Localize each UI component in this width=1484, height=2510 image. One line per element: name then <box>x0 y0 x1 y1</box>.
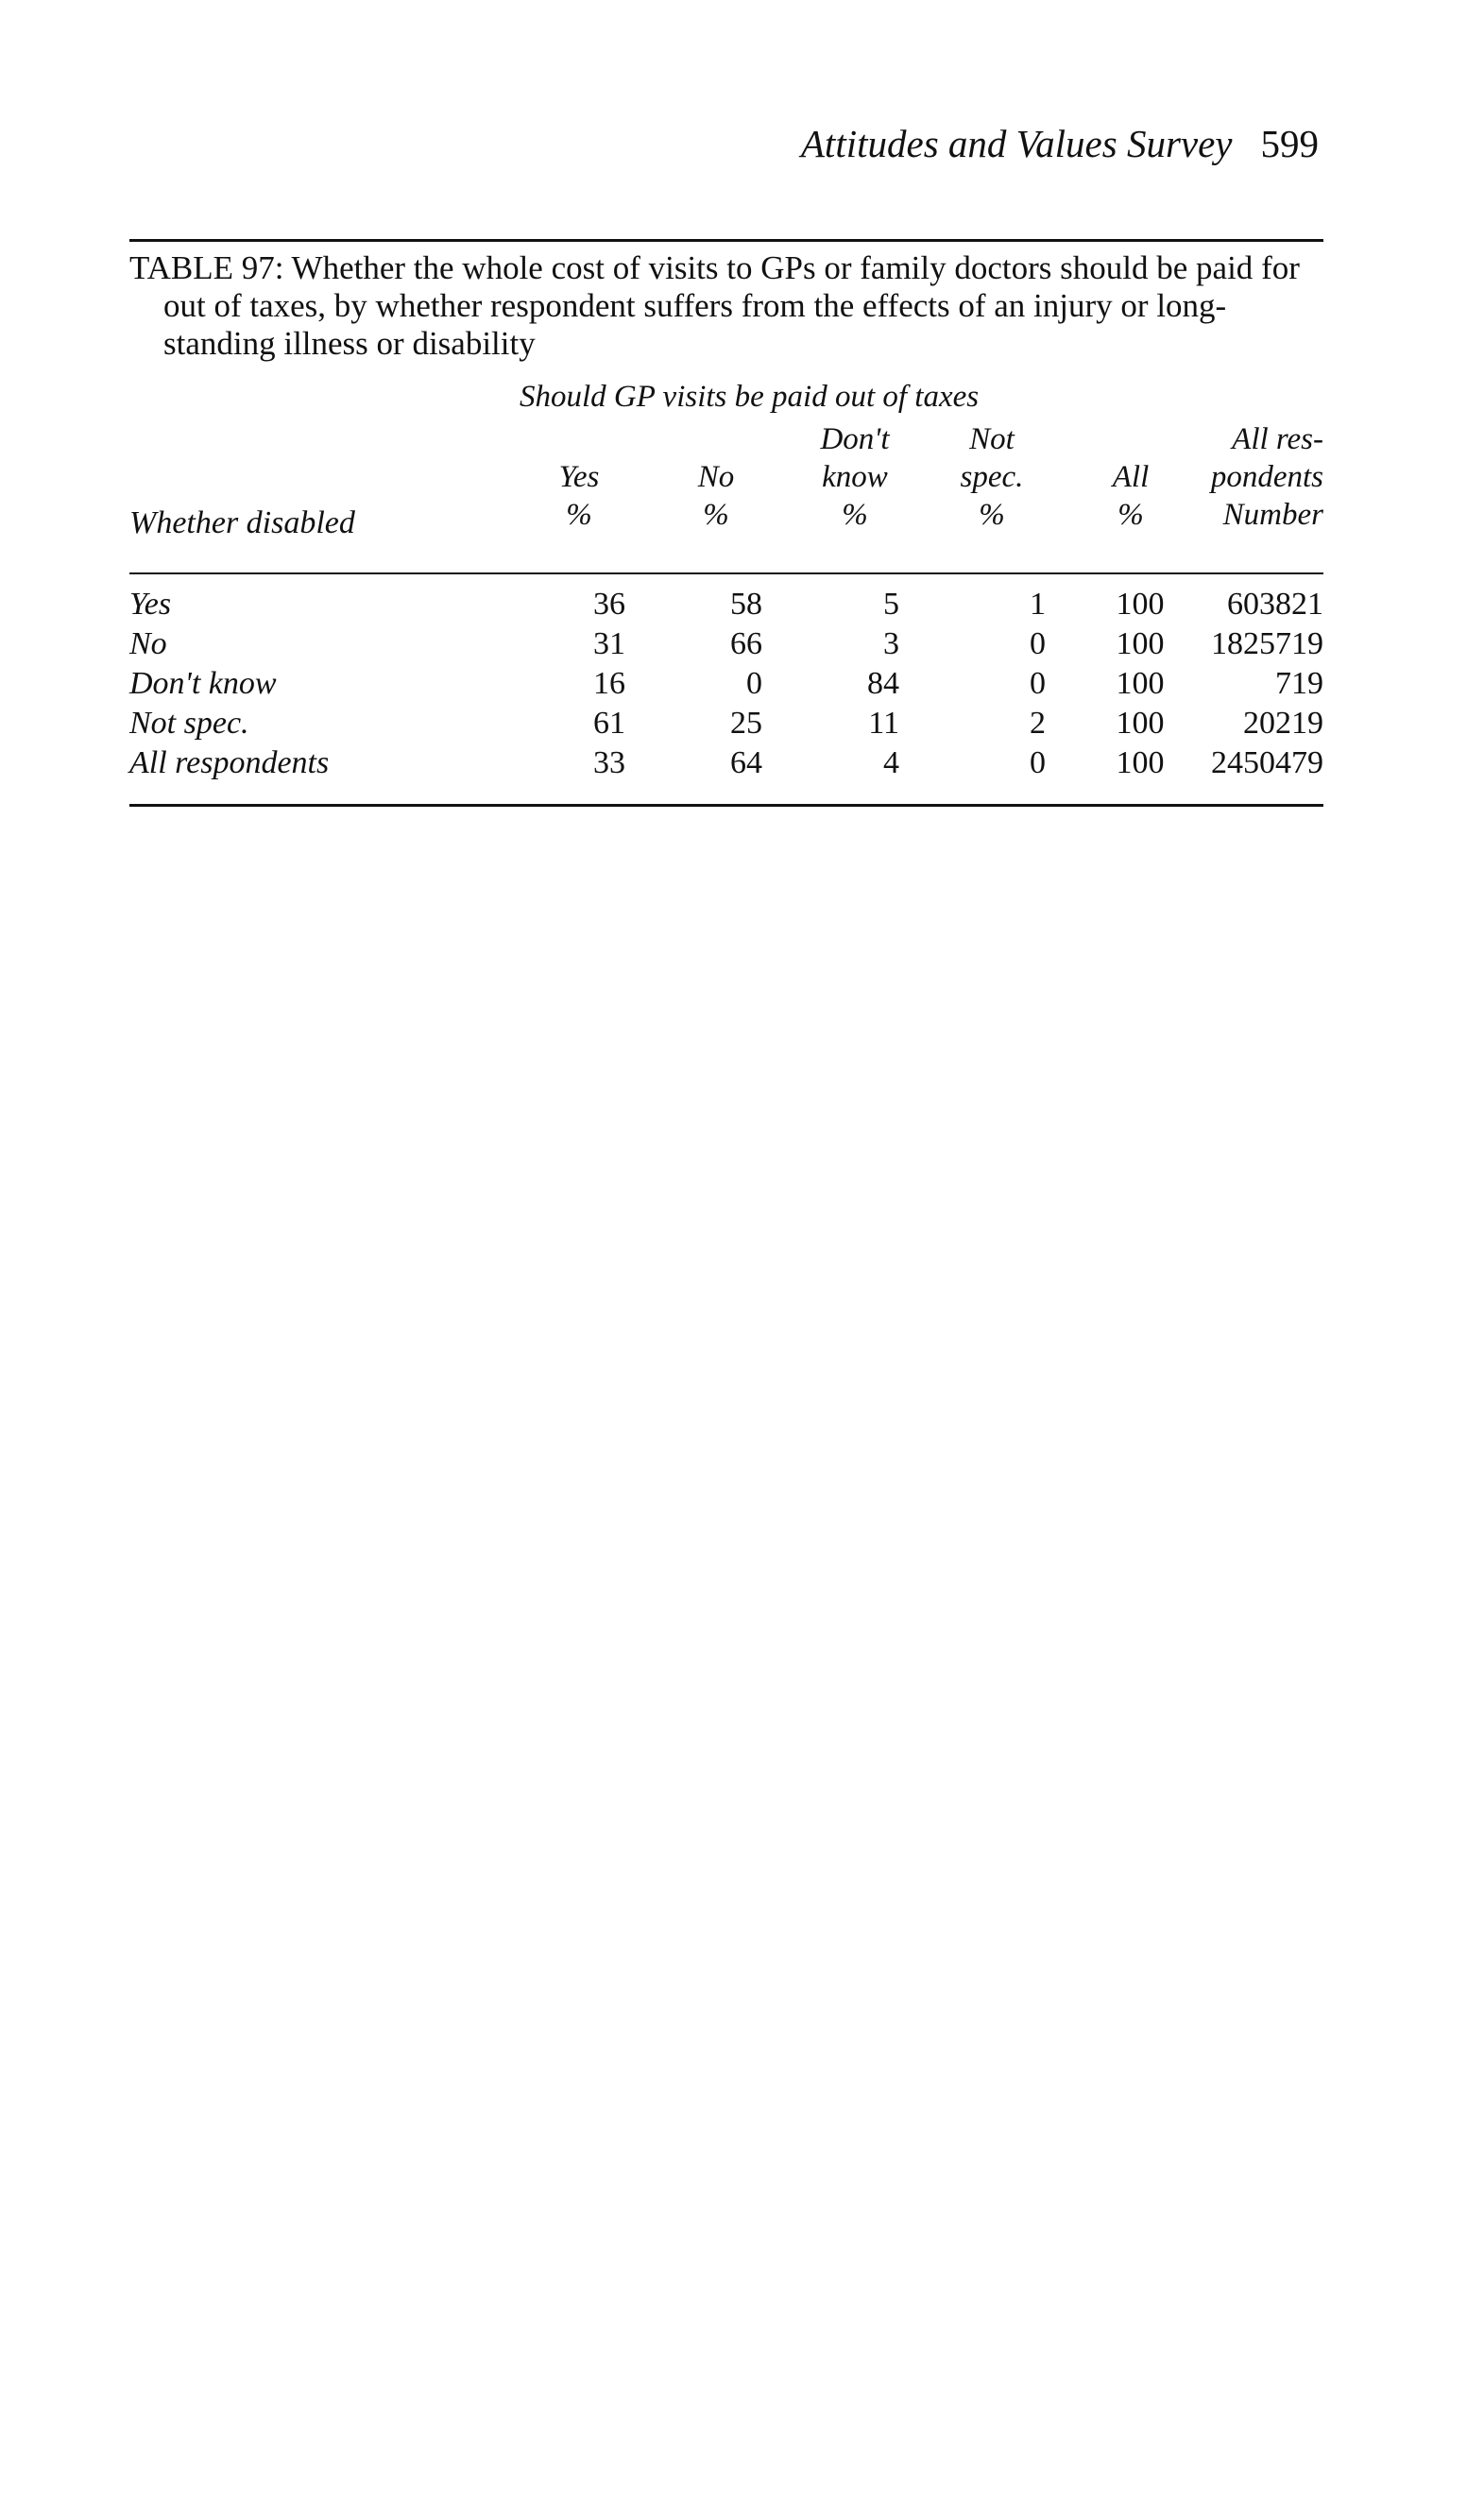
cell-all: 100 <box>1116 745 1165 780</box>
cell-not-spec: 2 <box>1030 706 1046 741</box>
column-header-line: pondents <box>1210 460 1323 494</box>
cell-no: 58 <box>730 587 762 622</box>
page-number: 599 <box>1260 122 1319 165</box>
column-header-line: % <box>979 498 1005 532</box>
row-label: All respondents <box>129 745 330 780</box>
column-header-all-respondents <box>1153 420 1323 534</box>
row-label: Don't know <box>129 666 277 701</box>
table-row <box>129 664 1323 704</box>
table-top-rule <box>129 239 1323 242</box>
row-label: Yes <box>129 587 172 622</box>
column-header-line: Not <box>969 422 1015 456</box>
header-rule <box>129 572 1323 574</box>
cell-not-spec: 0 <box>1030 745 1046 780</box>
column-header-line: Don't <box>820 422 890 456</box>
cell-dont-know: 11 <box>868 706 899 741</box>
column-header-line: Number <box>1222 498 1323 532</box>
cell-yes: 16 <box>593 666 625 701</box>
running-head-title: Attitudes and Values Survey <box>800 122 1233 165</box>
cell-number: 719 <box>1275 666 1323 701</box>
cell-number: 20219 <box>1243 706 1323 741</box>
column-header-line: % <box>842 498 868 532</box>
stub-header: Whether disabled <box>129 505 355 540</box>
cell-dont-know: 3 <box>883 626 899 661</box>
cell-number: 1825719 <box>1211 626 1323 661</box>
cell-not-spec: 0 <box>1030 626 1046 661</box>
cell-all: 100 <box>1116 666 1165 701</box>
cell-dont-know: 4 <box>883 745 899 780</box>
cell-all: 100 <box>1116 706 1165 741</box>
caption-line-3: standing illness or disability <box>163 325 536 362</box>
row-label: Not spec. <box>129 706 249 741</box>
column-header-line: All <box>1112 460 1150 494</box>
cell-all: 100 <box>1116 587 1165 622</box>
cell-all: 100 <box>1116 626 1165 661</box>
cell-dont-know: 84 <box>867 666 899 701</box>
cell-yes: 36 <box>593 587 625 622</box>
cell-no: 0 <box>746 666 762 701</box>
table-caption <box>129 249 1323 363</box>
table-row <box>129 585 1323 624</box>
column-header-line: % <box>566 498 592 532</box>
row-label: No <box>129 626 167 661</box>
cell-yes: 33 <box>593 745 625 780</box>
caption-line-2: for out of taxes, by whether respondent suffers from the effects of an injury or long- <box>163 249 1300 324</box>
cell-yes: 31 <box>593 626 625 661</box>
running-head <box>801 121 1319 166</box>
cell-no: 66 <box>730 626 762 661</box>
table-row <box>129 743 1323 783</box>
column-header-line: spec. <box>960 460 1024 494</box>
cell-no: 25 <box>730 706 762 741</box>
cell-no: 64 <box>730 745 762 780</box>
column-spanner: Should GP visits be paid out of taxes <box>520 380 980 414</box>
column-header-line: All res- <box>1232 422 1323 456</box>
table-bottom-rule <box>129 804 1323 807</box>
table-row <box>129 624 1323 664</box>
cell-not-spec: 1 <box>1030 587 1046 622</box>
caption-line-1: TABLE 97: Whether the whole cost of visits to GPs or family doctors should be paid <box>129 249 1254 286</box>
cell-not-spec: 0 <box>1030 666 1046 701</box>
column-header-line: No <box>697 460 735 494</box>
cell-number: 2450479 <box>1211 745 1323 780</box>
cell-dont-know: 5 <box>883 587 899 622</box>
column-header-line: % <box>703 498 729 532</box>
cell-number: 603821 <box>1227 587 1323 622</box>
column-header-line: Yes <box>558 460 600 494</box>
column-header-line: know <box>822 460 888 494</box>
column-header-line: % <box>1117 498 1144 532</box>
cell-yes: 61 <box>593 706 625 741</box>
table-row <box>129 704 1323 743</box>
